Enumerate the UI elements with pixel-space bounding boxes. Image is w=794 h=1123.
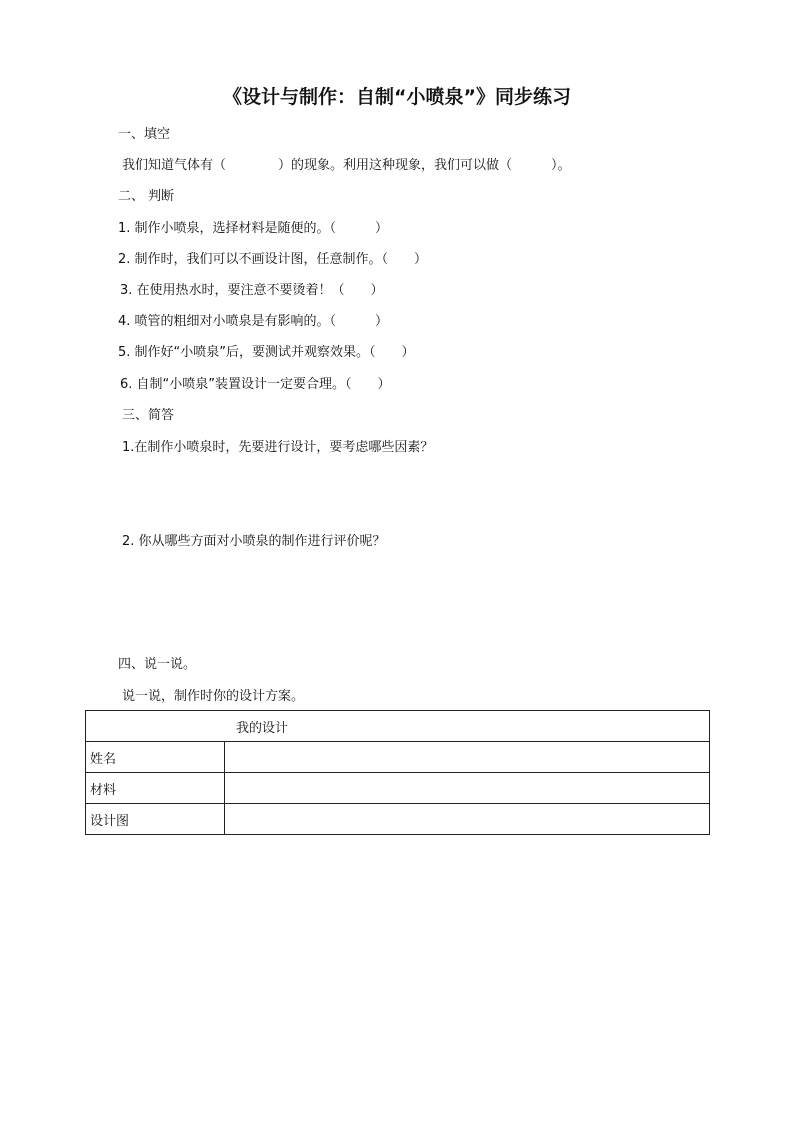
- row-label-materials: 材料: [86, 773, 225, 804]
- judge-item-2: 2. 制作时，我们可以不画设计图，任意制作。（ ）: [118, 252, 428, 267]
- fill-blank-question: 我们知道气体有（ ）的现象。利用这种现象，我们可以做（ ）。: [122, 158, 571, 173]
- judge-item-5: 5. 制作好“小喷泉”后，要测试并观察效果。（ ）: [118, 345, 415, 360]
- judge-item-1: 1. 制作小喷泉，选择材料是随便的。（ ）: [118, 221, 389, 236]
- section1-heading: 一、填空: [118, 127, 171, 142]
- table-row: [86, 804, 710, 835]
- judge-item-4: 4. 喷管的粗细对小喷泉是有影响的。（ ）: [118, 314, 389, 329]
- section3-heading: 三、简答: [122, 408, 175, 423]
- table-header: 我的设计: [86, 711, 710, 742]
- row-label-design: 设计图: [86, 804, 225, 835]
- row-label-name: 姓名: [86, 742, 225, 773]
- judge-item-6: 6. 自制“小喷泉”装置设计一定要合理。（ ）: [120, 377, 391, 392]
- page-title: 《设计与制作：自制“小喷泉”》同步练习: [223, 86, 571, 108]
- table-row: [86, 742, 710, 773]
- section4-heading: 四、说一说。: [118, 657, 197, 672]
- judge-item-3: 3. 在使用热水时，要注意不要烫着！（ ）: [120, 283, 384, 298]
- row-value-materials[interactable]: [225, 773, 710, 804]
- section2-heading: 二、 判断: [118, 189, 175, 204]
- short-answer-2: 2. 你从哪些方面对小喷泉的制作进行评价呢？: [122, 534, 386, 549]
- row-value-name[interactable]: [225, 742, 710, 773]
- design-prompt: 说一说，制作时你的设计方案。: [122, 689, 305, 704]
- table-row: [86, 773, 710, 804]
- row-value-design[interactable]: [225, 804, 710, 835]
- short-answer-1: 1.在制作小喷泉时，先要进行设计，要考虑哪些因素？: [122, 440, 434, 455]
- table-header-row: [86, 711, 710, 742]
- design-table: [85, 710, 710, 835]
